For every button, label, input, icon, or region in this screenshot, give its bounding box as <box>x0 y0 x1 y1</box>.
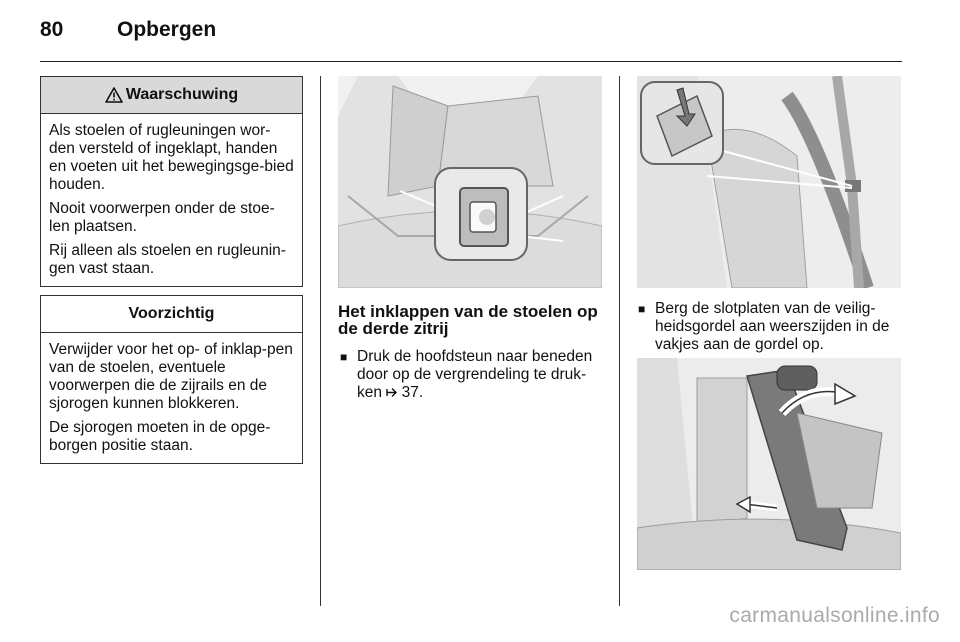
warning-box <box>40 76 303 287</box>
instruction-1-body: Druk de hoofdsteun naar beneden door op de vergrendeling te druk-ken <box>357 348 593 401</box>
page-header <box>40 18 900 48</box>
figure-headrest-lock <box>338 76 602 288</box>
warning-paragraph: Nooit voorwerpen onder de stoe-len plaatsen. <box>49 200 275 235</box>
warning-paragraph: Rij alleen als stoelen en rugleunin-gen vast staan. <box>49 242 286 277</box>
caution-box <box>40 295 303 464</box>
figure-folded-seat <box>637 358 901 570</box>
page-reference: 37. <box>401 384 424 401</box>
section-heading: Het inklappen van de stoelen op de derde zitrij <box>338 302 598 338</box>
watermark: carmanualsonline.info <box>729 604 940 627</box>
page-title: Opbergen <box>117 18 217 41</box>
caution-box-title: Voorzichtig <box>128 305 215 322</box>
bullet-marker: ■ <box>340 350 348 364</box>
instruction-text <box>340 348 602 402</box>
page-number: 80 <box>40 18 64 41</box>
warning-paragraph: Als stoelen of rugleuningen wor-den versteld of ingeklapt, handen en voeten uit het bewegingsge-bied houden. <box>49 122 294 193</box>
instruction-bullet-2 <box>638 300 900 354</box>
instruction-bullet-1 <box>340 348 602 402</box>
warning-box-title: Waarschuwing <box>125 86 239 103</box>
caution-box-header <box>41 296 302 333</box>
instruction-2-body: Berg de slotplaten van de veilig-heidsgordel aan weerszijden in de vakjes aan de gordel op. <box>655 300 890 353</box>
bullet-marker: ■ <box>638 302 646 316</box>
caution-paragraph: De sjorogen moeten in de opge-borgen positie staan. <box>49 419 271 454</box>
caution-paragraph: Verwijder voor het op- of inklap-pen van de stoelen, eventuele voorwerpen die de zijrails en de sjorogen kunnen blokkeren. <box>49 341 293 412</box>
trunk-headrest-illustration <box>338 76 602 288</box>
column-divider-left <box>320 76 321 606</box>
folded-seat-illustration <box>637 358 901 570</box>
caution-box-body <box>41 333 302 463</box>
seatbelt-illustration <box>637 76 901 288</box>
reference-arrow-icon <box>386 387 397 398</box>
warning-box-header <box>41 77 302 114</box>
warning-box-body <box>41 114 302 286</box>
header-divider <box>40 61 902 62</box>
figure-seatbelt <box>637 76 901 288</box>
warning-triangle-icon <box>105 87 123 103</box>
column-divider-right <box>619 76 620 606</box>
